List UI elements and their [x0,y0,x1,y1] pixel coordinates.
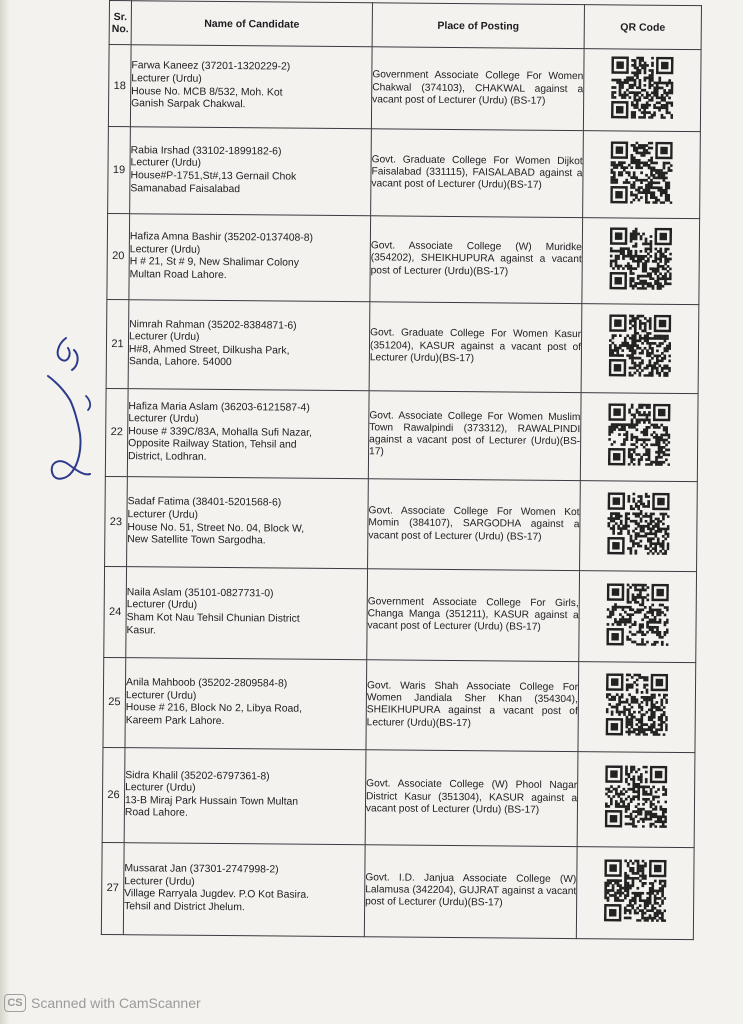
table-row [105,476,698,572]
candidate-address-line: House#P-1751,St#,13 Gernail Chok [130,170,297,183]
row-sr-no: 22 [105,388,128,477]
candidate-post: Lecturer (Urdu) [131,73,202,85]
candidate-address-line: Multan Road Lahore. [129,269,227,282]
row-candidate [128,300,370,390]
candidate-address-line: Ganish Sarpak Chakwal. [131,98,246,111]
row-sr-no: 24 [104,567,127,658]
header-place: Place of Posting [372,3,584,49]
page-edge-shadow [0,0,10,1024]
camscanner-logo: CS [4,994,26,1012]
row-candidate [127,477,369,570]
qr-code-icon [605,766,668,829]
candidate-name: Rabia Irshad (33102-1899182-6) [130,145,282,158]
qr-code-image [610,141,673,204]
candidate-address-line: House No. MCB 8/532, Moh. Kot [131,85,283,99]
candidate-address-line: Road Lahore. [124,807,188,820]
handwritten-signature [28,330,108,490]
header-sr-no: Sr. No. [109,1,131,45]
candidate-name: Nimrah Rahman (35202-8384871-6) [129,318,297,332]
row-qr-code [583,49,701,132]
table-row [104,567,697,663]
candidate-post: Lecturer (Urdu) [130,157,202,170]
table-row [103,657,696,753]
row-candidate [123,842,365,937]
row-qr-code [582,217,700,304]
row-sr-no: 19 [108,127,131,214]
candidate-address-line: Opposite Railway Station, Tehsil and [128,438,297,452]
candidate-post: Lecturer (Urdu) [129,331,200,344]
row-place-of-posting: Government Associate College For Girls, Changa Manga (351211), KASUR against a vacant post of Lecturer (Urdu) (BS-17) [367,569,580,661]
qr-code-icon [609,227,672,290]
row-candidate [130,127,372,215]
qr-code-image [611,57,674,120]
row-qr-code [577,752,695,847]
table-row [107,213,700,305]
row-candidate [130,45,372,129]
row-candidate [126,567,368,660]
row-place-of-posting: Govt. Associate College (W) Phool Nagar District Kasur (351304), KASUR against a vacant post of Lecturer (Urdu) (BS-17) [365,750,578,846]
candidate-post: Lecturer (Urdu) [129,244,201,256]
candidate-name: Naila Aslam (35101-0827731-0) [126,586,274,600]
table-row [106,300,699,394]
posting-table [101,0,702,940]
header-name: Name of Candidate [131,1,372,47]
qr-code-image [606,583,669,646]
row-place-of-posting: Government Associate College For Women Chakwal (374103), CHAKWAL against a vacant post of Lecturer (Urdu) (BS-17) [371,47,584,131]
candidate-address-line: Tehsil and District Jhelum. [124,901,245,914]
row-place-of-posting: Govt. Graduate College For Women Dijkot Faisalabad (331115), FAISALABAD against a vacant post of Lecturer (Urdu)(BS-17) [371,129,584,217]
candidate-address-line: Sanda, Lahore. 54000 [128,356,232,369]
qr-code-image [607,492,670,555]
candidate-name: Hafiza Amna Bashir (35202-0137408-8) [129,231,314,245]
row-sr-no: 21 [106,300,129,389]
camscanner-text: Scanned with CamScanner [31,995,201,1011]
candidate-address-line: House No. 51, Street No. 04, Block W, [127,521,305,535]
candidate-address-line: District, Lodhran. [127,451,207,463]
row-candidate [124,748,366,845]
candidate-name: Sidra Khalil (35202-6797361-8) [125,769,270,783]
qr-code-icon [608,403,671,466]
candidate-name: Farwa Kaneez (37201-1320229-2) [131,60,291,74]
candidate-name: Hafiza Maria Aslam (36203-6121587-4) [128,400,310,414]
row-place-of-posting: Govt. Associate College For Women Muslim Town Rawalpindi (373312), RAWALPINDI against a vacant post of Lecturer (Urdu)(BS-17) [368,390,581,480]
header-qr: QR Code [584,5,701,50]
table-row [108,127,701,219]
row-place-of-posting: Govt. Graduate College For Women Kasur (351204), KASUR against a vacant post of Lecturer (Urdu)(BS-17) [369,302,582,392]
row-sr-no: 23 [105,476,128,567]
candidate-address-line: Kareem Park Lahore. [125,715,225,728]
qr-code-icon [606,673,669,736]
table-header-row [109,1,701,50]
table-row [108,45,701,133]
row-qr-code [580,392,698,481]
row-candidate [125,657,367,750]
row-qr-code [581,304,699,393]
table-body [101,45,701,940]
row-qr-code [583,131,701,218]
candidate-post: Lecturer (Urdu) [127,509,199,521]
candidate-address-line: House # 339C/83A, Mohalla Sufi Nazar, [128,426,312,439]
row-place-of-posting: Govt. Waris Shah Associate College For Women Jandiala Sher Khan (354304), SHEIKHUPURA against a vacant post of Lecturer (Urdu)(BS-17) [366,659,579,751]
qr-code-icon [604,859,667,922]
row-sr-no: 27 [101,842,124,935]
candidate-post: Lecturer (Urdu) [125,689,197,702]
candidate-post: Lecturer (Urdu) [128,413,199,426]
table-row [105,388,698,482]
qr-code-image [606,673,669,736]
qr-code-icon [606,583,669,646]
qr-code-icon [607,492,670,555]
candidate-name: Sadaf Fatima (38401-5201568-6) [127,496,282,509]
candidate-address-line: Samanabad Faisalabad [130,182,241,195]
candidate-post: Lecturer (Urdu) [126,599,198,612]
table-row [101,842,694,940]
candidate-address-line: 13-B Miraj Park Hussain Town Multan [124,794,299,808]
row-place-of-posting: Govt. Associate College For Women Kot Momin (384107), SARGODHA against a vacant post of Lecturer (Urdu) (BS-17) [368,479,581,571]
candidate-post: Lecturer (Urdu) [125,782,196,795]
row-sr-no: 20 [107,213,130,300]
qr-code-icon [611,57,674,120]
qr-code-image [609,227,672,290]
candidate-address-line: Kasur. [126,624,157,637]
candidate-address-line: New Satellite Town Sargodha. [127,534,266,547]
candidate-name: Mussarat Jan (37301-2747998-2) [124,863,279,876]
qr-code-image [608,403,671,466]
row-candidate [129,213,371,301]
qr-code-image [605,766,668,829]
qr-code-icon [610,141,673,204]
row-qr-code [578,661,696,752]
row-candidate [127,388,369,478]
candidate-address-line: H#8, Ahmed Street, Dilkusha Park, [128,343,290,357]
candidate-post: Lecturer (Urdu) [124,875,195,888]
row-qr-code [576,846,694,939]
candidate-address-line: Sham Kot Nau Tehsil Chunian District [126,612,300,625]
row-sr-no: 26 [102,748,125,843]
table-row [102,748,695,848]
row-sr-no: 18 [108,45,131,128]
row-place-of-posting: Govt. Associate College (W) Muridke (354202), SHEIKHUPURA against a vacant post of Lecturer (Urdu)(BS-17) [370,216,583,304]
row-qr-code [579,571,697,662]
row-place-of-posting: Govt. I.D. Janjua Associate College (W) Lalamusa (342204), GUJRAT against a vacant post of Lecturer (Urdu)(BS-17) [364,844,577,938]
candidate-address-line: H # 21, St # 9, New Shalimar Colony [129,256,299,270]
row-sr-no: 25 [103,657,126,748]
candidate-address-line: Village Rarryala Jugdev. P.O Kot Basira. [124,888,310,902]
qr-code-image [609,315,672,378]
qr-code-icon [609,315,672,378]
candidate-address-line: House # 216, Block No 2, Libya Road, [125,702,303,716]
candidate-name: Anila Mahboob (35202-2809584-8) [125,677,288,690]
camscanner-watermark [4,994,201,1012]
qr-code-image [604,859,667,922]
row-qr-code [580,481,698,572]
